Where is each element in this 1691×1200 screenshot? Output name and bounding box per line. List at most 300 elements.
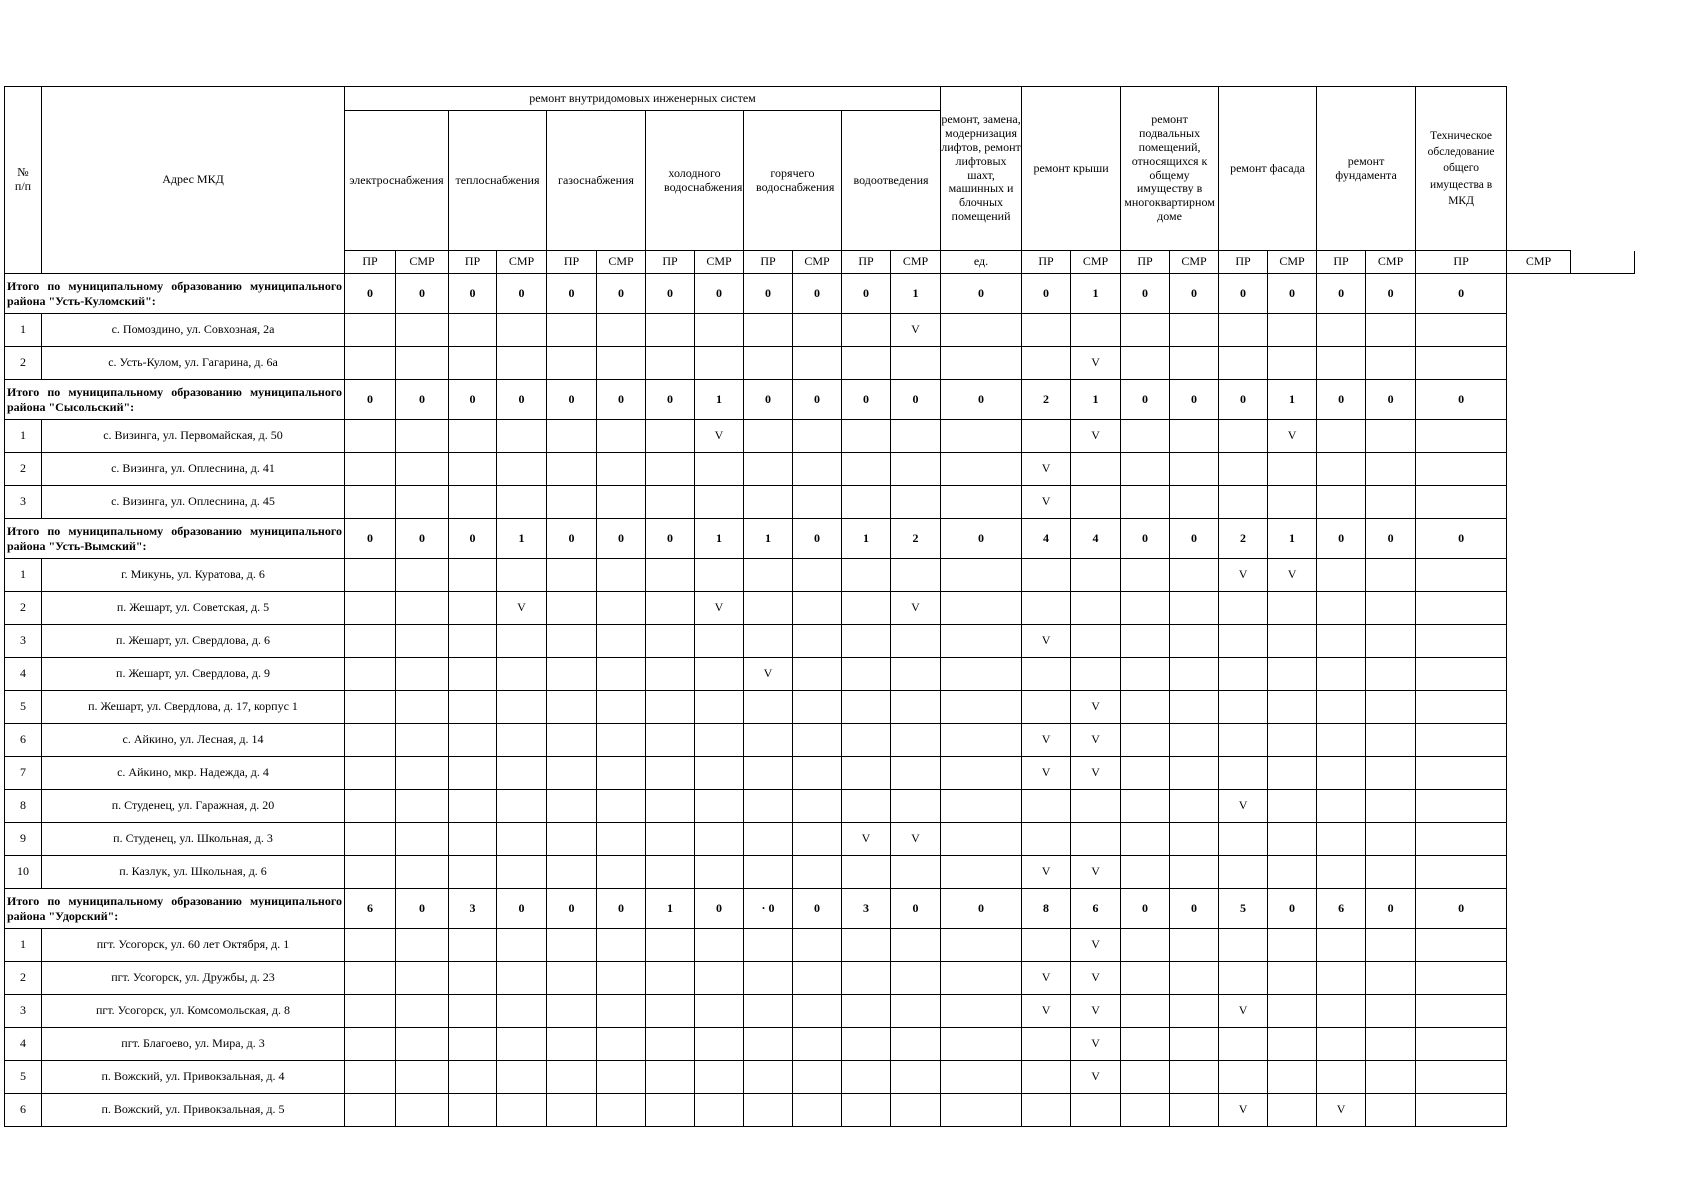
empty-cell (1416, 962, 1507, 995)
empty-cell (449, 453, 497, 486)
empty-cell (497, 757, 547, 790)
empty-cell (1416, 724, 1507, 757)
row-number: 5 (5, 1061, 42, 1094)
group-total-cell: 0 (497, 380, 547, 420)
header-electric: электроснабжения (345, 111, 449, 251)
group-total-cell: 0 (497, 274, 547, 314)
group-total-cell: 1 (891, 274, 941, 314)
empty-cell (1170, 625, 1219, 658)
empty-cell (1121, 1028, 1170, 1061)
empty-cell (1170, 929, 1219, 962)
empty-cell (1170, 1094, 1219, 1127)
empty-cell (1219, 962, 1268, 995)
empty-cell (396, 625, 449, 658)
empty-cell (695, 1061, 744, 1094)
group-total-cell: 0 (597, 519, 646, 559)
group-total-cell: 0 (1366, 519, 1416, 559)
row-address: г. Микунь, ул. Куратова, д. 6 (42, 559, 345, 592)
empty-cell (345, 486, 396, 519)
empty-cell (547, 823, 597, 856)
group-total-cell: 0 (793, 519, 842, 559)
empty-cell (497, 790, 547, 823)
empty-cell (597, 823, 646, 856)
empty-cell (1317, 691, 1366, 724)
empty-cell (449, 486, 497, 519)
group-title: Итого по муниципальному образованию муниципального района "Усть-Куломский": (5, 274, 345, 314)
empty-cell (891, 757, 941, 790)
work-mark: V (1071, 1028, 1121, 1061)
empty-cell (941, 592, 1022, 625)
group-total-cell: 0 (1317, 380, 1366, 420)
empty-cell (1416, 995, 1507, 1028)
empty-cell (1317, 420, 1366, 453)
empty-cell (646, 724, 695, 757)
table-row (5, 995, 1635, 1028)
row-address: п. Жешарт, ул. Свердлова, д. 17, корпус 1 (42, 691, 345, 724)
empty-cell (793, 486, 842, 519)
empty-cell (941, 995, 1022, 1028)
empty-cell (1121, 724, 1170, 757)
group-total-cell: 0 (1121, 519, 1170, 559)
empty-cell (1416, 347, 1507, 380)
row-address: пгт. Усогорск, ул. 60 лет Октября, д. 1 (42, 929, 345, 962)
empty-cell (345, 420, 396, 453)
empty-cell (891, 1061, 941, 1094)
empty-cell (1219, 314, 1268, 347)
subheader-pr-13: ПР (1022, 251, 1071, 274)
empty-cell (941, 1094, 1022, 1127)
empty-cell (646, 592, 695, 625)
row-number: 6 (5, 1094, 42, 1127)
empty-cell (1366, 962, 1416, 995)
row-address: п. Жешарт, ул. Свердлова, д. 6 (42, 625, 345, 658)
empty-cell (1317, 592, 1366, 625)
empty-cell (1022, 790, 1071, 823)
empty-cell (396, 790, 449, 823)
empty-cell (941, 691, 1022, 724)
empty-cell (695, 856, 744, 889)
empty-cell (1219, 592, 1268, 625)
work-mark: V (1022, 486, 1071, 519)
empty-cell (597, 420, 646, 453)
empty-cell (1416, 592, 1507, 625)
empty-cell (646, 420, 695, 453)
empty-cell (891, 995, 941, 1028)
empty-cell (396, 592, 449, 625)
empty-cell (1022, 823, 1071, 856)
work-mark: V (497, 592, 547, 625)
empty-cell (396, 658, 449, 691)
group-total-cell: 0 (1416, 380, 1507, 420)
group-total-cell: 0 (1366, 380, 1416, 420)
empty-cell (1416, 314, 1507, 347)
empty-cell (1170, 658, 1219, 691)
row-address: п. Казлук, ул. Школьная, д. 6 (42, 856, 345, 889)
group-total-row (5, 519, 1635, 559)
work-mark: V (695, 420, 744, 453)
empty-cell (941, 453, 1022, 486)
empty-cell (597, 1028, 646, 1061)
subheader-pr-4: ПР (547, 251, 597, 274)
group-total-cell: 0 (842, 380, 891, 420)
empty-cell (646, 658, 695, 691)
empty-cell (497, 347, 547, 380)
empty-cell (597, 592, 646, 625)
empty-cell (891, 625, 941, 658)
table-row (5, 1028, 1635, 1061)
row-address: п. Студенец, ул. Школьная, д. 3 (42, 823, 345, 856)
empty-cell (597, 724, 646, 757)
empty-cell (695, 559, 744, 592)
row-address: с. Визинга, ул. Первомайская, д. 50 (42, 420, 345, 453)
group-total-cell: 0 (891, 380, 941, 420)
empty-cell (646, 453, 695, 486)
empty-cell (1416, 823, 1507, 856)
empty-cell (1121, 486, 1170, 519)
group-total-row (5, 380, 1635, 420)
empty-cell (396, 724, 449, 757)
subheader-smr-7: СМР (695, 251, 744, 274)
empty-cell (597, 559, 646, 592)
work-mark: V (1022, 856, 1071, 889)
table-row (5, 486, 1635, 519)
empty-cell (744, 995, 793, 1028)
empty-cell (744, 453, 793, 486)
empty-cell (497, 856, 547, 889)
empty-cell (646, 757, 695, 790)
empty-cell (1317, 1028, 1366, 1061)
header-lifts: ремонт, замена, модернизация лифтов, ремонт лифтовых шахт, машинных и блочных помещений (941, 87, 1022, 251)
row-number: 3 (5, 995, 42, 1028)
empty-cell (396, 314, 449, 347)
empty-cell (1317, 724, 1366, 757)
empty-cell (744, 420, 793, 453)
empty-cell (1121, 691, 1170, 724)
row-number: 5 (5, 691, 42, 724)
work-mark: V (891, 823, 941, 856)
table-row (5, 592, 1635, 625)
group-total-cell: 0 (1317, 274, 1366, 314)
row-number: 2 (5, 962, 42, 995)
empty-cell (793, 658, 842, 691)
empty-cell (891, 691, 941, 724)
table-body (5, 87, 1635, 1127)
empty-cell (941, 314, 1022, 347)
empty-cell (396, 962, 449, 995)
empty-cell (891, 790, 941, 823)
empty-cell (695, 790, 744, 823)
empty-cell (1366, 559, 1416, 592)
empty-cell (1366, 1094, 1416, 1127)
group-total-cell: 1 (1071, 274, 1121, 314)
table-row (5, 658, 1635, 691)
empty-cell (449, 559, 497, 592)
group-total-cell: · 0 (744, 889, 793, 929)
empty-cell (842, 724, 891, 757)
empty-cell (744, 1061, 793, 1094)
row-number: 1 (5, 559, 42, 592)
empty-cell (744, 962, 793, 995)
empty-cell (842, 1061, 891, 1094)
empty-cell (449, 1061, 497, 1094)
empty-cell (793, 625, 842, 658)
empty-cell (547, 1061, 597, 1094)
subheader-smr-22: СМР (1507, 251, 1571, 274)
empty-cell (891, 1094, 941, 1127)
group-total-cell: 0 (547, 519, 597, 559)
empty-cell (449, 658, 497, 691)
empty-cell (1366, 347, 1416, 380)
empty-cell (1071, 823, 1121, 856)
group-total-cell: 0 (695, 889, 744, 929)
empty-cell (1071, 592, 1121, 625)
subheader-smr-3: СМР (497, 251, 547, 274)
empty-cell (1071, 559, 1121, 592)
empty-cell (1416, 486, 1507, 519)
empty-cell (891, 1028, 941, 1061)
row-address: пгт. Усогорск, ул. Комсомольская, д. 8 (42, 995, 345, 1028)
empty-cell (646, 995, 695, 1028)
group-total-cell: 2 (1022, 380, 1071, 420)
group-total-cell: 0 (497, 889, 547, 929)
empty-cell (1170, 823, 1219, 856)
empty-cell (1170, 962, 1219, 995)
empty-cell (1366, 929, 1416, 962)
empty-cell (497, 995, 547, 1028)
document-sheet (4, 86, 1635, 1127)
group-total-cell: 0 (449, 519, 497, 559)
empty-cell (597, 625, 646, 658)
empty-cell (547, 757, 597, 790)
group-total-cell: 1 (695, 380, 744, 420)
empty-cell (449, 1028, 497, 1061)
row-address: п. Вожский, ул. Привокзальная, д. 5 (42, 1094, 345, 1127)
group-total-cell: 0 (1170, 380, 1219, 420)
group-total-cell: 8 (1022, 889, 1071, 929)
empty-cell (1219, 420, 1268, 453)
empty-cell (1317, 962, 1366, 995)
empty-cell (842, 486, 891, 519)
empty-cell (1317, 625, 1366, 658)
empty-cell (597, 347, 646, 380)
table-row (5, 790, 1635, 823)
empty-cell (1170, 592, 1219, 625)
empty-cell (1317, 347, 1366, 380)
empty-cell (1268, 691, 1317, 724)
empty-cell (695, 453, 744, 486)
empty-cell (1268, 314, 1317, 347)
empty-cell (497, 625, 547, 658)
empty-cell (547, 995, 597, 1028)
empty-cell (1317, 314, 1366, 347)
empty-cell (941, 962, 1022, 995)
empty-cell (449, 790, 497, 823)
empty-cell (1416, 658, 1507, 691)
empty-cell (695, 658, 744, 691)
empty-cell (695, 823, 744, 856)
group-total-cell: 0 (1170, 889, 1219, 929)
empty-cell (842, 453, 891, 486)
empty-cell (1317, 856, 1366, 889)
work-mark: V (842, 823, 891, 856)
empty-cell (1268, 995, 1317, 1028)
empty-cell (1121, 453, 1170, 486)
empty-cell (1268, 658, 1317, 691)
empty-cell (1219, 856, 1268, 889)
empty-cell (345, 962, 396, 995)
empty-cell (842, 625, 891, 658)
empty-cell (744, 1094, 793, 1127)
empty-cell (1317, 929, 1366, 962)
group-total-cell: 0 (597, 274, 646, 314)
empty-cell (1170, 724, 1219, 757)
empty-cell (597, 486, 646, 519)
group-total-cell: 0 (345, 519, 396, 559)
empty-cell (891, 724, 941, 757)
work-mark: V (1219, 1094, 1268, 1127)
row-number: 1 (5, 929, 42, 962)
row-number: 4 (5, 658, 42, 691)
subheader-pr-6: ПР (646, 251, 695, 274)
empty-cell (345, 929, 396, 962)
empty-cell (1416, 420, 1507, 453)
work-mark: V (1219, 559, 1268, 592)
empty-cell (345, 1061, 396, 1094)
empty-cell (1268, 347, 1317, 380)
empty-cell (1071, 625, 1121, 658)
subheader-smr-1: СМР (396, 251, 449, 274)
empty-cell (1022, 929, 1071, 962)
empty-cell (1022, 314, 1071, 347)
empty-cell (842, 420, 891, 453)
table-row (5, 625, 1635, 658)
row-number: 7 (5, 757, 42, 790)
empty-cell (396, 486, 449, 519)
empty-cell (695, 1094, 744, 1127)
empty-cell (449, 724, 497, 757)
empty-cell (1121, 1094, 1170, 1127)
empty-cell (547, 658, 597, 691)
empty-cell (1366, 790, 1416, 823)
empty-cell (1170, 559, 1219, 592)
empty-cell (695, 486, 744, 519)
group-total-cell: 0 (793, 380, 842, 420)
empty-cell (345, 625, 396, 658)
empty-cell (793, 314, 842, 347)
empty-cell (793, 453, 842, 486)
empty-cell (547, 559, 597, 592)
work-mark: V (1071, 420, 1121, 453)
empty-cell (345, 592, 396, 625)
empty-cell (646, 856, 695, 889)
row-address: п. Вожский, ул. Привокзальная, д. 4 (42, 1061, 345, 1094)
work-mark: V (1022, 625, 1071, 658)
group-total-cell: 0 (449, 380, 497, 420)
group-total-cell: 0 (646, 519, 695, 559)
group-total-cell: 0 (396, 519, 449, 559)
group-total-cell: 0 (1268, 889, 1317, 929)
empty-cell (1268, 929, 1317, 962)
empty-cell (646, 625, 695, 658)
work-mark: V (1071, 929, 1121, 962)
empty-cell (449, 962, 497, 995)
empty-cell (842, 691, 891, 724)
empty-cell (396, 823, 449, 856)
empty-cell (744, 823, 793, 856)
empty-cell (1022, 559, 1071, 592)
table-row (5, 1061, 1635, 1094)
empty-cell (842, 559, 891, 592)
empty-cell (1022, 1094, 1071, 1127)
table-row (5, 314, 1635, 347)
empty-cell (1416, 453, 1507, 486)
empty-cell (744, 691, 793, 724)
row-address: с. Усть-Кулом, ул. Гагарина, д. 6а (42, 347, 345, 380)
empty-cell (345, 823, 396, 856)
empty-cell (646, 1094, 695, 1127)
empty-cell (1268, 1028, 1317, 1061)
group-total-cell: 4 (1022, 519, 1071, 559)
empty-cell (547, 347, 597, 380)
header-cold-water: холодного водоснабжения (646, 111, 744, 251)
empty-cell (1170, 757, 1219, 790)
empty-cell (1268, 1094, 1317, 1127)
row-address: с. Визинга, ул. Оплеснина, д. 45 (42, 486, 345, 519)
empty-cell (1366, 757, 1416, 790)
empty-cell (1317, 486, 1366, 519)
empty-cell (941, 347, 1022, 380)
table-row (5, 691, 1635, 724)
empty-cell (597, 453, 646, 486)
empty-cell (497, 314, 547, 347)
empty-cell (1366, 995, 1416, 1028)
empty-cell (597, 1094, 646, 1127)
group-total-cell: 0 (547, 380, 597, 420)
work-mark: V (1317, 1094, 1366, 1127)
subheader-pr-0: ПР (345, 251, 396, 274)
empty-cell (695, 314, 744, 347)
empty-cell (1366, 1061, 1416, 1094)
empty-cell (597, 757, 646, 790)
work-mark: V (1071, 995, 1121, 1028)
empty-cell (695, 691, 744, 724)
empty-cell (1219, 691, 1268, 724)
header-drainage: водоотведения (842, 111, 941, 251)
header-foundation: ремонт фундамента (1317, 87, 1416, 251)
group-total-cell: 1 (1268, 380, 1317, 420)
group-total-cell: 0 (1366, 274, 1416, 314)
empty-cell (396, 757, 449, 790)
empty-cell (547, 1094, 597, 1127)
empty-cell (345, 314, 396, 347)
subheader-pr-15: ПР (1121, 251, 1170, 274)
work-mark: V (1071, 347, 1121, 380)
empty-cell (547, 856, 597, 889)
subheader-smr-9: СМР (793, 251, 842, 274)
empty-cell (449, 823, 497, 856)
empty-cell (1022, 592, 1071, 625)
empty-cell (1366, 486, 1416, 519)
empty-cell (497, 486, 547, 519)
empty-cell (1071, 1094, 1121, 1127)
empty-cell (646, 929, 695, 962)
empty-cell (1121, 314, 1170, 347)
empty-cell (695, 724, 744, 757)
subheader-pr-8: ПР (744, 251, 793, 274)
empty-cell (891, 658, 941, 691)
row-address: пгт. Усогорск, ул. Дружбы, д. 23 (42, 962, 345, 995)
empty-cell (1170, 453, 1219, 486)
